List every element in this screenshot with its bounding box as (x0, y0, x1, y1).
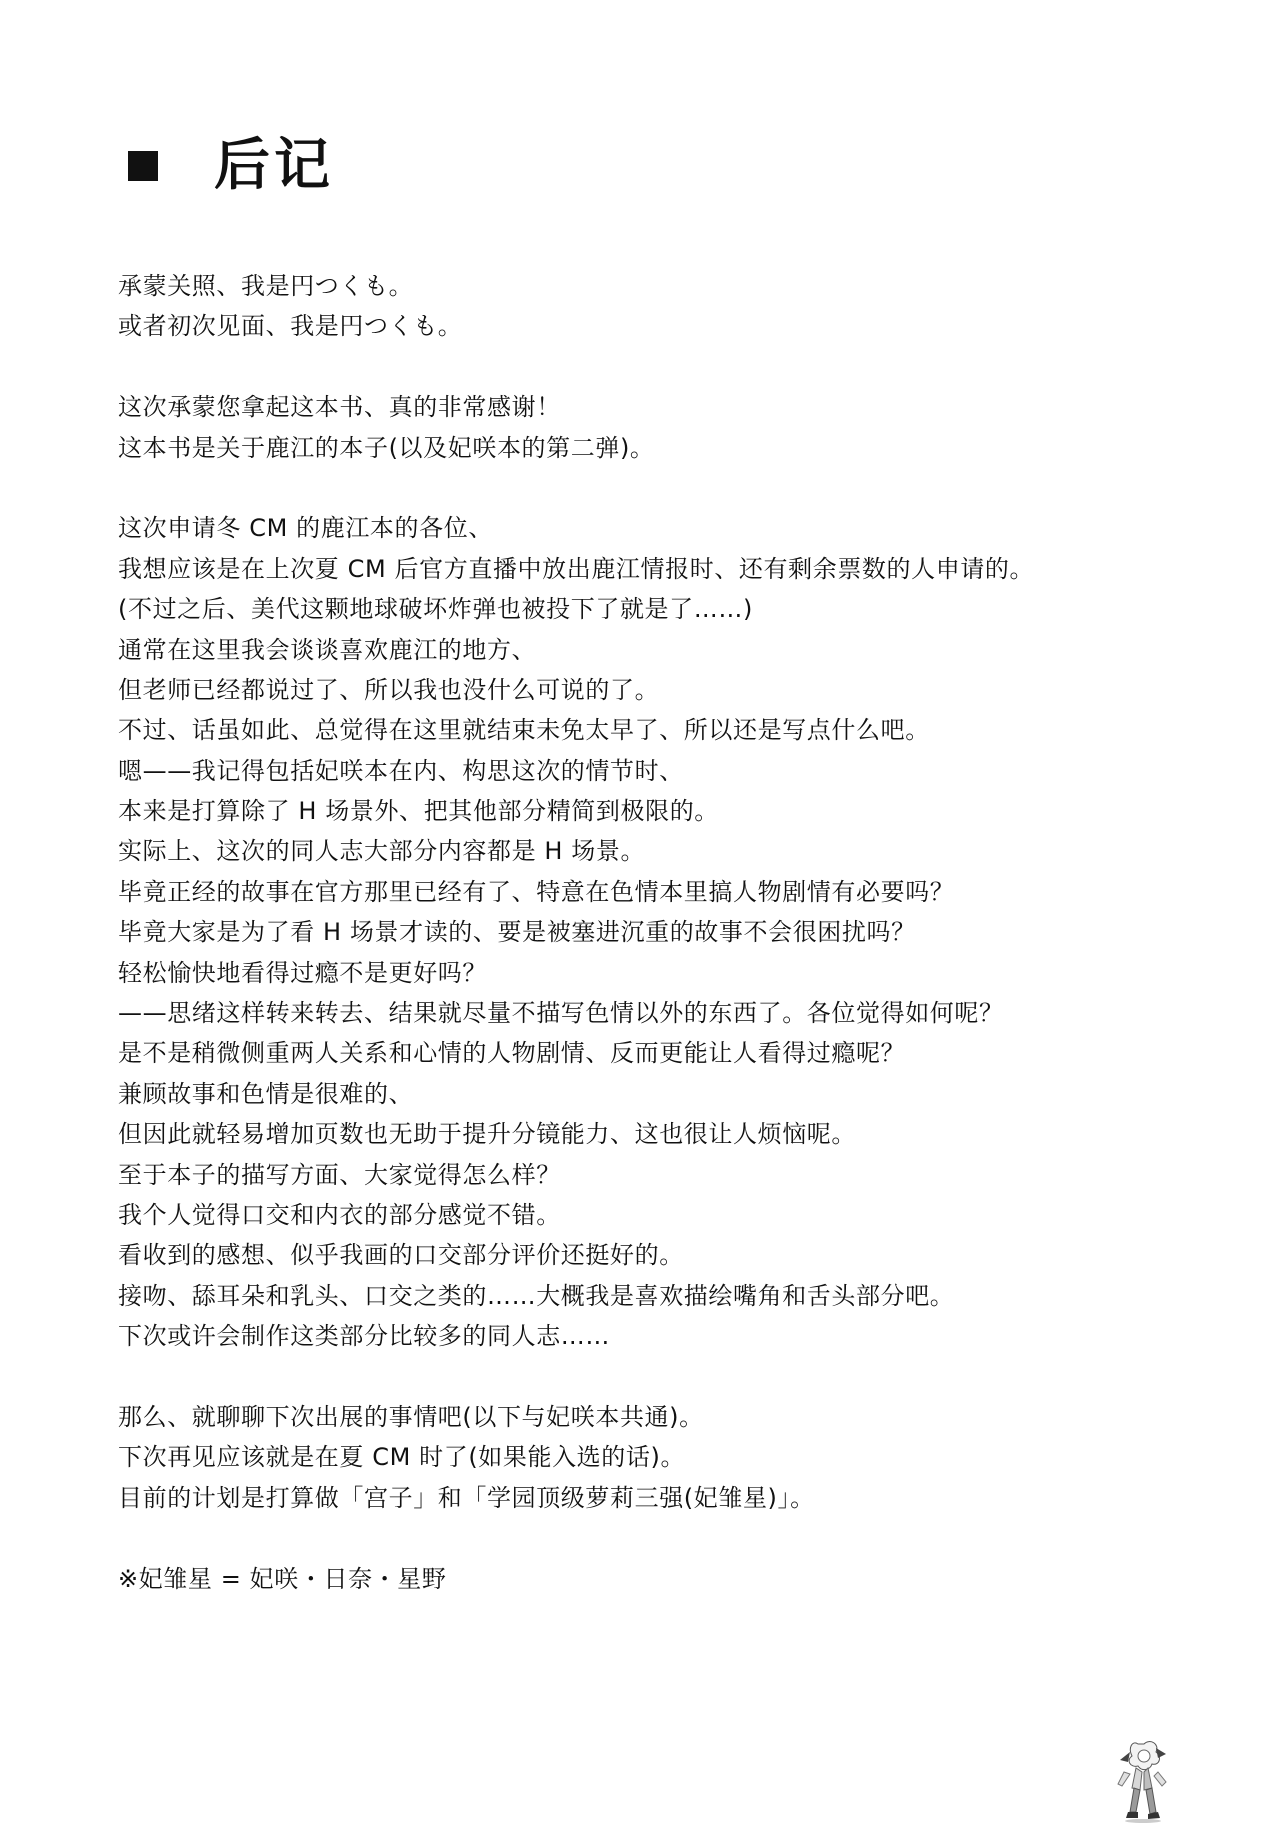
page-heading (128, 133, 334, 198)
text-line: 我想应该是在上次夏 CM 后官方直播中放出鹿江情报时、还有剩余票数的人申请的。 (118, 554, 1035, 583)
text-line: 看收到的感想、似乎我画的口交部分评价还挺好的。 (118, 1241, 684, 1270)
text-line: 嗯——我记得包括妃咲本在内、构思这次的情节时、 (118, 756, 684, 785)
text-line: 目前的计划是打算做「宫子」和「学园顶级萝莉三强(妃雏星)」。 (118, 1483, 815, 1512)
text-line: 接吻、舔耳朵和乳头、口交之类的……大概我是喜欢描绘嘴角和舌头部分吧。 (118, 1281, 955, 1310)
text-line: 那么、就聊聊下次出展的事情吧(以下与妃咲本共通)。 (118, 1402, 704, 1431)
text-line: 本来是打算除了 H 场景外、把其他部分精简到极限的。 (118, 797, 719, 826)
text-line: ——思绪这样转来转去、结果就尽量不描写色情以外的东西了。各位觉得如何呢？ (118, 999, 1004, 1028)
text-line: 但因此就轻易增加页数也无助于提升分镜能力、这也很让人烦恼呢。 (118, 1120, 856, 1149)
paragraph-footnote (118, 1559, 1238, 1599)
page-title: 后记 (214, 133, 334, 198)
paragraph-greeting (118, 266, 1238, 347)
text-line: 通常在这里我会谈谈喜欢鹿江的地方、 (118, 635, 537, 664)
chibi-character-illustration (1108, 1726, 1178, 1823)
afterword-body (118, 266, 1238, 1599)
paragraph-thanks (118, 387, 1238, 468)
text-line: 下次或许会制作这类部分比较多的同人志…… (118, 1322, 610, 1351)
text-line: 这本书是关于鹿江的本子(以及妃咲本的第二弹)。 (118, 433, 655, 462)
text-line: 这次承蒙您拿起这本书、真的非常感谢！ (118, 393, 561, 422)
text-line: 兼顾故事和色情是很难的、 (118, 1079, 414, 1108)
text-line: (不过之后、美代这颗地球破坏炸弹也被投下了就是了……) (118, 595, 753, 624)
paragraph-next-event (118, 1397, 1238, 1518)
text-line: 是不是稍微侧重两人关系和心情的人物剧情、反而更能让人看得过瘾呢？ (118, 1039, 906, 1068)
text-line: 承蒙关照、我是円つくも。 (118, 272, 414, 300)
text-line: 下次再见应该就是在夏 CM 时了(如果能入选的话)。 (118, 1443, 686, 1472)
text-line: 实际上、这次的同人志大部分内容都是 H 场景。 (118, 837, 646, 866)
heading-square-bullet (128, 151, 158, 181)
text-line: 至于本子的描写方面、大家觉得怎么样？ (118, 1160, 561, 1189)
text-line: 不过、话虽如此、总觉得在这里就结束未免太早了、所以还是写点什么吧。 (118, 716, 930, 745)
text-line: 轻松愉快地看得过瘾不是更好吗？ (118, 958, 487, 987)
text-line: 我个人觉得口交和内衣的部分感觉不错。 (118, 1200, 561, 1229)
text-line: ※妃雏星 = 妃咲・日奈・星野 (118, 1564, 447, 1593)
text-line: 但老师已经都说过了、所以我也没什么可说的了。 (118, 675, 660, 704)
paragraph-main (118, 508, 1238, 1356)
text-line: 这次申请冬 CM 的鹿江本的各位、 (118, 514, 493, 543)
text-line: 毕竟大家是为了看 H 场景才读的、要是被塞进沉重的故事不会很困扰吗？ (118, 918, 916, 947)
text-line: 毕竟正经的故事在官方那里已经有了、特意在色情本里搞人物剧情有必要吗？ (118, 877, 955, 906)
text-line: 或者初次见面、我是円つくも。 (118, 312, 463, 341)
